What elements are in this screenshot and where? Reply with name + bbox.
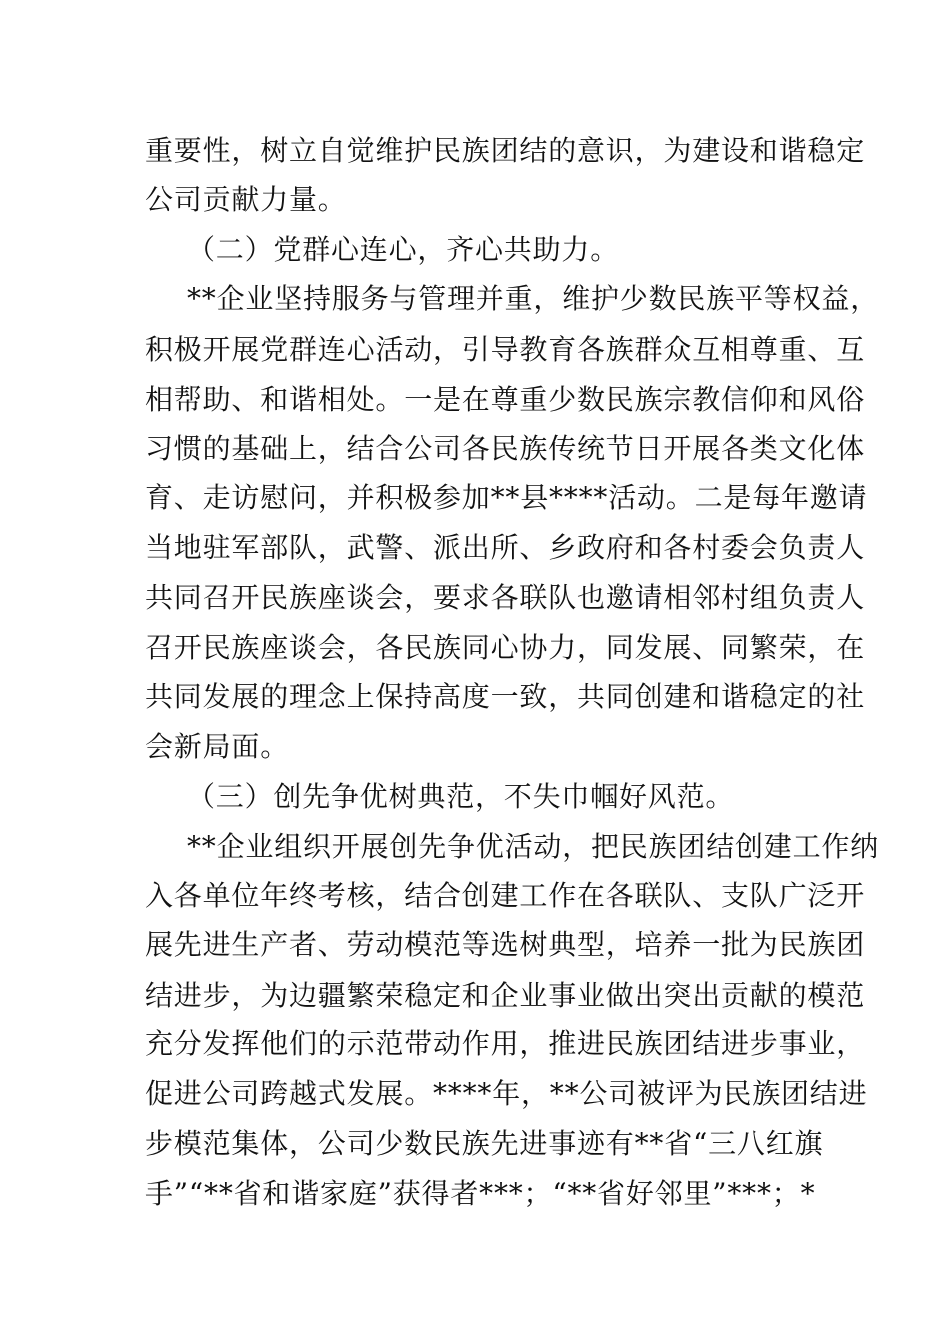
body-text-line: 步模范集体，公司少数民族先进事迹有**省“三八红旗 [145,1127,824,1160]
body-text-line: 相帮助、和谐相处。一是在尊重少数民族宗教信仰和风俗 [145,383,866,416]
paragraph-first-line: **企业坚持服务与管理并重，维护少数民族平等权益， [187,282,880,315]
body-text-line: 会新局面。 [145,730,290,763]
paragraph-first-line: **企业组织开展创先争优活动，把民族团结创建工作纳 [187,830,880,863]
body-text-line: 展先进生产者、劳动模范等选树典型，培养一批为民族团 [145,928,866,961]
body-text-line: 共同召开民族座谈会，要求各联队也邀请相邻村组负责人 [145,581,866,614]
body-text-line: 促进公司跨越式发展。****年，**公司被评为民族团结进 [145,1077,868,1110]
body-text-line: 当地驻军部队，武警、派出所、乡政府和各村委会负责人 [145,531,866,564]
body-text-line: 习惯的基础上，结合公司各民族传统节日开展各类文化体 [145,432,866,465]
body-text-line: 育、走访慰问，并积极参加**县****活动。二是每年邀请 [145,481,868,514]
body-text-line: 手”“**省和谐家庭”获得者***；“**省好邻里”***；* [145,1177,816,1210]
body-text-line: 积极开展党群连心活动，引导教育各族群众互相尊重、互 [145,333,866,366]
section-heading-3: （三）创先争优树典范，不失巾帼好风范。 [187,780,735,813]
body-text-line: 结进步，为边疆繁荣稳定和企业事业做出突出贡献的模范 [145,979,866,1012]
body-text-line: 重要性，树立自觉维护民族团结的意识，为建设和谐稳定 [145,134,866,167]
body-text-line: 共同发展的理念上保持高度一致，共同创建和谐稳定的社 [145,680,866,713]
body-text-line: 召开民族座谈会，各民族同心协力，同发展、同繁荣，在 [145,631,866,664]
body-text-line: 充分发挥他们的示范带动作用，推进民族团结进步事业， [145,1027,866,1060]
body-text-line: 入各单位年终考核，结合创建工作在各联队、支队广泛开 [145,879,866,912]
section-heading-2: （二）党群心连心，齐心共助力。 [187,233,620,266]
body-text-line: 公司贡献力量。 [145,183,347,216]
